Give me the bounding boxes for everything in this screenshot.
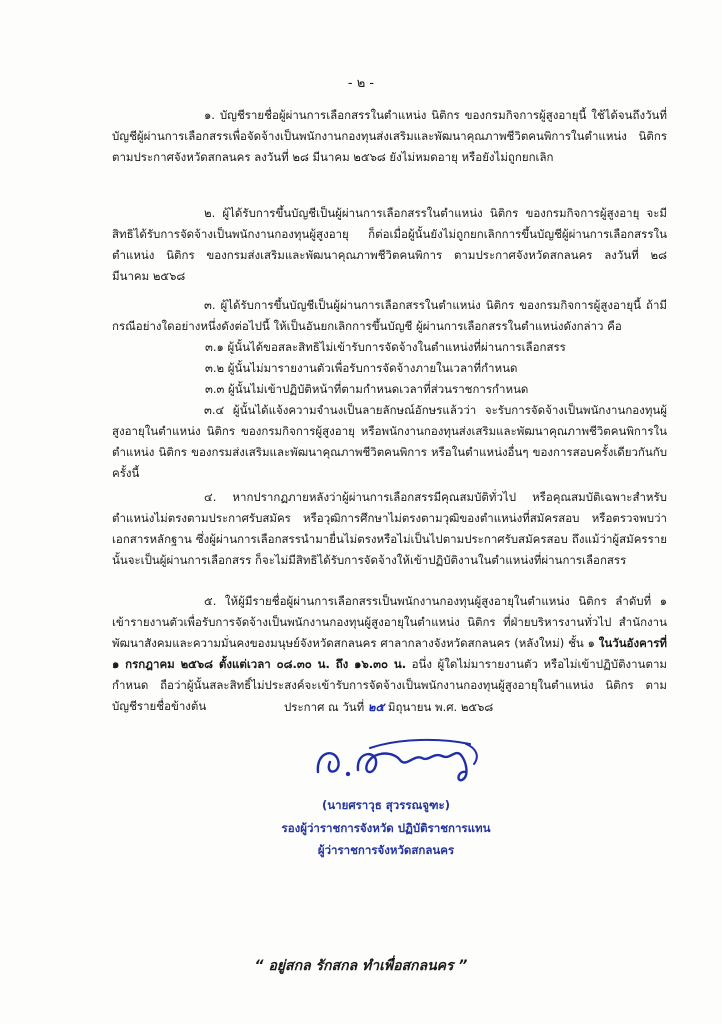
signatory-position-1: รองผู้ว่าราชการจังหวัด ปฏิบัติราชการแทน <box>281 821 491 835</box>
paragraph-4-text: ๔. หากปรากฏภายหลังว่าผู้ผ่านการเลือกสรรมีคุณสมบัติทั่วไป หรือคุณสมบัติเฉพาะสำหรับตำแหน่งไม่ตรงตามประกาศรับสมัคร หรือวุฒิการศึกษาไม่ตรงตามวุฒิของตำแหน่งที่สมัครสอบ หรือตรวจพบว่าเอกสารหลักฐาน ซึ่งผู้ผ่านการเลือกสรรนำมายื่นไม่ตรงหรือไม่เป็นไปตามประกาศรับสมัครสอบ ถึงแม้ว่าผู้สมัครรายนั้นจะเป็นผู้ผ่านการเลือกสรร ก็จะไม่มีสิทธิได้รับการจัดจ้างให้เข้าปฏิบัติงานในตำแหน่งที่ผ่านการเลือกสรร <box>112 490 667 567</box>
paragraph-1 <box>112 105 667 168</box>
paragraph-2 <box>112 203 667 287</box>
paragraph-5-date: ในวันอังคารที่ ๑ กรกฎาคม ๒๕๖๘ ตั้งแต่เวลา ๐๘.๓๐ น. ถึง ๑๖.๓๐ น. <box>112 636 667 671</box>
announce-suffix: มิถุนายน พ.ศ. ๒๕๖๘ <box>384 700 494 714</box>
subitem-3-1: ๓.๑ ผู้นั้นได้ขอสละสิทธิไม่เข้ารับการจัดจ้างในตำแหน่งที่ผ่านการเลือกสรร <box>205 340 566 354</box>
paragraph-5-text-a: ๕. ให้ผู้มีรายชื่อผู้ผ่านการเลือกสรรเป็นพนักงานกองทุนผู้สูงอายุในตำแหน่ง นิติกร ลำดับที่ ๑ เข้ารายงานตัวเพื่อรับการจัดจ้างเป็นพนักงานกองทุนผู้สูงอายุในตำแหน่ง นิติกร ที่ฝ่ายบริหารงานทั่วไป สำนักงานพัฒนาสังคมและความมั่นคงของมนุษย์จังหวัดสกลนคร ศาลากลางจังหวัดสกลนคร (หลังใหม่) ชั้น ๑ <box>112 594 667 650</box>
paragraph-3-text: ๓. ผู้ได้รับการขึ้นบัญชีเป็นผู้ผ่านการเลือกสรรในตำแหน่ง นิติกร ของกรมกิจการผู้สูงอายุนี้ ถ้ามีกรณีอย่างใดอย่างหนึ่งดังต่อไปนี้ ให้เป็นอันยกเลิกการขึ้นบัญชี ผู้ผ่านการเลือกสรรในตำแหน่งดังกล่าว คือ <box>112 298 667 333</box>
signatory-name: (นายศราวุธ สุวรรณจูฑะ) <box>322 798 450 812</box>
announce-day: ๒๕ <box>367 700 385 714</box>
announcement-date <box>284 699 493 717</box>
paragraph-1-text: ๑. บัญชีรายชื่อผู้ผ่านการเลือกสรรในตำแหน่ง นิติกร ของกรมกิจการผู้สูงอายุนี้ ใช้ได้จนถึงวันที่บัญชีผู้ผ่านการเลือกสรรเพื่อจัดจ้างเป็นพนักงานกองทุนส่งเสริมและพัฒนาคุณภาพชีวิตคนพิการในตำแหน่ง นิติกร ตามประกาศจังหวัดสกลนคร ลงวันที่ ๒๘ มีนาคม ๒๕๖๘ ยังไม่หมดอายุ หรือยังไม่ถูกยกเลิก <box>112 108 667 164</box>
subitem-3-4-text: ๓.๔ ผู้นั้นได้แจ้งความจำนงเป็นลายลักษณ์อักษรแล้วว่า จะรับการจัดจ้างเป็นพนักงานกองทุนผู้สูงอายุในตำแหน่ง นิติกร ของกรมกิจการผู้สูงอายุ หรือพนักงานกองทุนส่งเสริมและพัฒนาคุณภาพชีวิตคนพิการในตำแหน่ง นิติกร ของกรมส่งเสริมและพัฒนาคุณภาพชีวิตคนพิการ หรือในตำแหน่งอื่นๆ ของการสอบครั้งเดียวกันกับครั้งนี้ <box>112 403 667 480</box>
signatory-position-2: ผู้ว่าราชการจังหวัดสกลนคร <box>317 843 455 857</box>
subitem-3-4 <box>112 400 667 484</box>
paragraph-3 <box>112 295 667 337</box>
announce-prefix: ประกาศ ณ วันที่ <box>284 700 368 714</box>
subitem-3-3: ๓.๓ ผู้นั้นไม่เข้าปฏิบัติหน้าที่ตามกำหนดเวลาที่ส่วนราชการกำหนด <box>205 382 529 396</box>
paragraph-2-text: ๒. ผู้ได้รับการขึ้นบัญชีเป็นผู้ผ่านการเลือกสรรในตำแหน่ง นิติกร ของกรมกิจการผู้สูงอายุ จะมีสิทธิได้รับการจัดจ้างเป็นพนักงานกองทุนผู้สูงอายุ ก็ต่อเมื่อผู้นั้นยังไม่ถูกยกเลิกการขึ้นบัญชีผู้ผ่านการเลือกสรรในตำแหน่ง นิติกร ของกรมส่งเสริมและพัฒนาคุณภาพชีวิตคนพิการ ตามประกาศจังหวัดสกลนคร ลงวันที่ ๒๘ มีนาคม ๒๕๖๘ <box>112 206 667 283</box>
slogan: “ อยู่สกล รักสกล ทำเพื่อสกลนคร ” <box>254 958 468 974</box>
subitem-3-2: ๓.๒ ผู้นั้นไม่มารายงานตัวเพื่อรับการจัดจ้างภายในเวลาที่กำหนด <box>205 361 518 375</box>
paragraph-4 <box>112 487 667 571</box>
paragraph-5-text-b: อนึ่ง ผู้ใดไม่มารายงานตัว หรือไม่เข้าปฏิบัติงานตามกำหนด ถือว่าผู้นั้นสละสิทธิ์ไม่ประสงค์จะเข้ารับการจัดจ้างเป็นพนักงานกองทุนผู้สูงอายุในตำแหน่ง นิติกร ตามบัญชีรายชื่อข้างต้น <box>112 657 667 713</box>
page-number: - ๒ - <box>347 76 375 91</box>
signature-image <box>310 730 490 790</box>
